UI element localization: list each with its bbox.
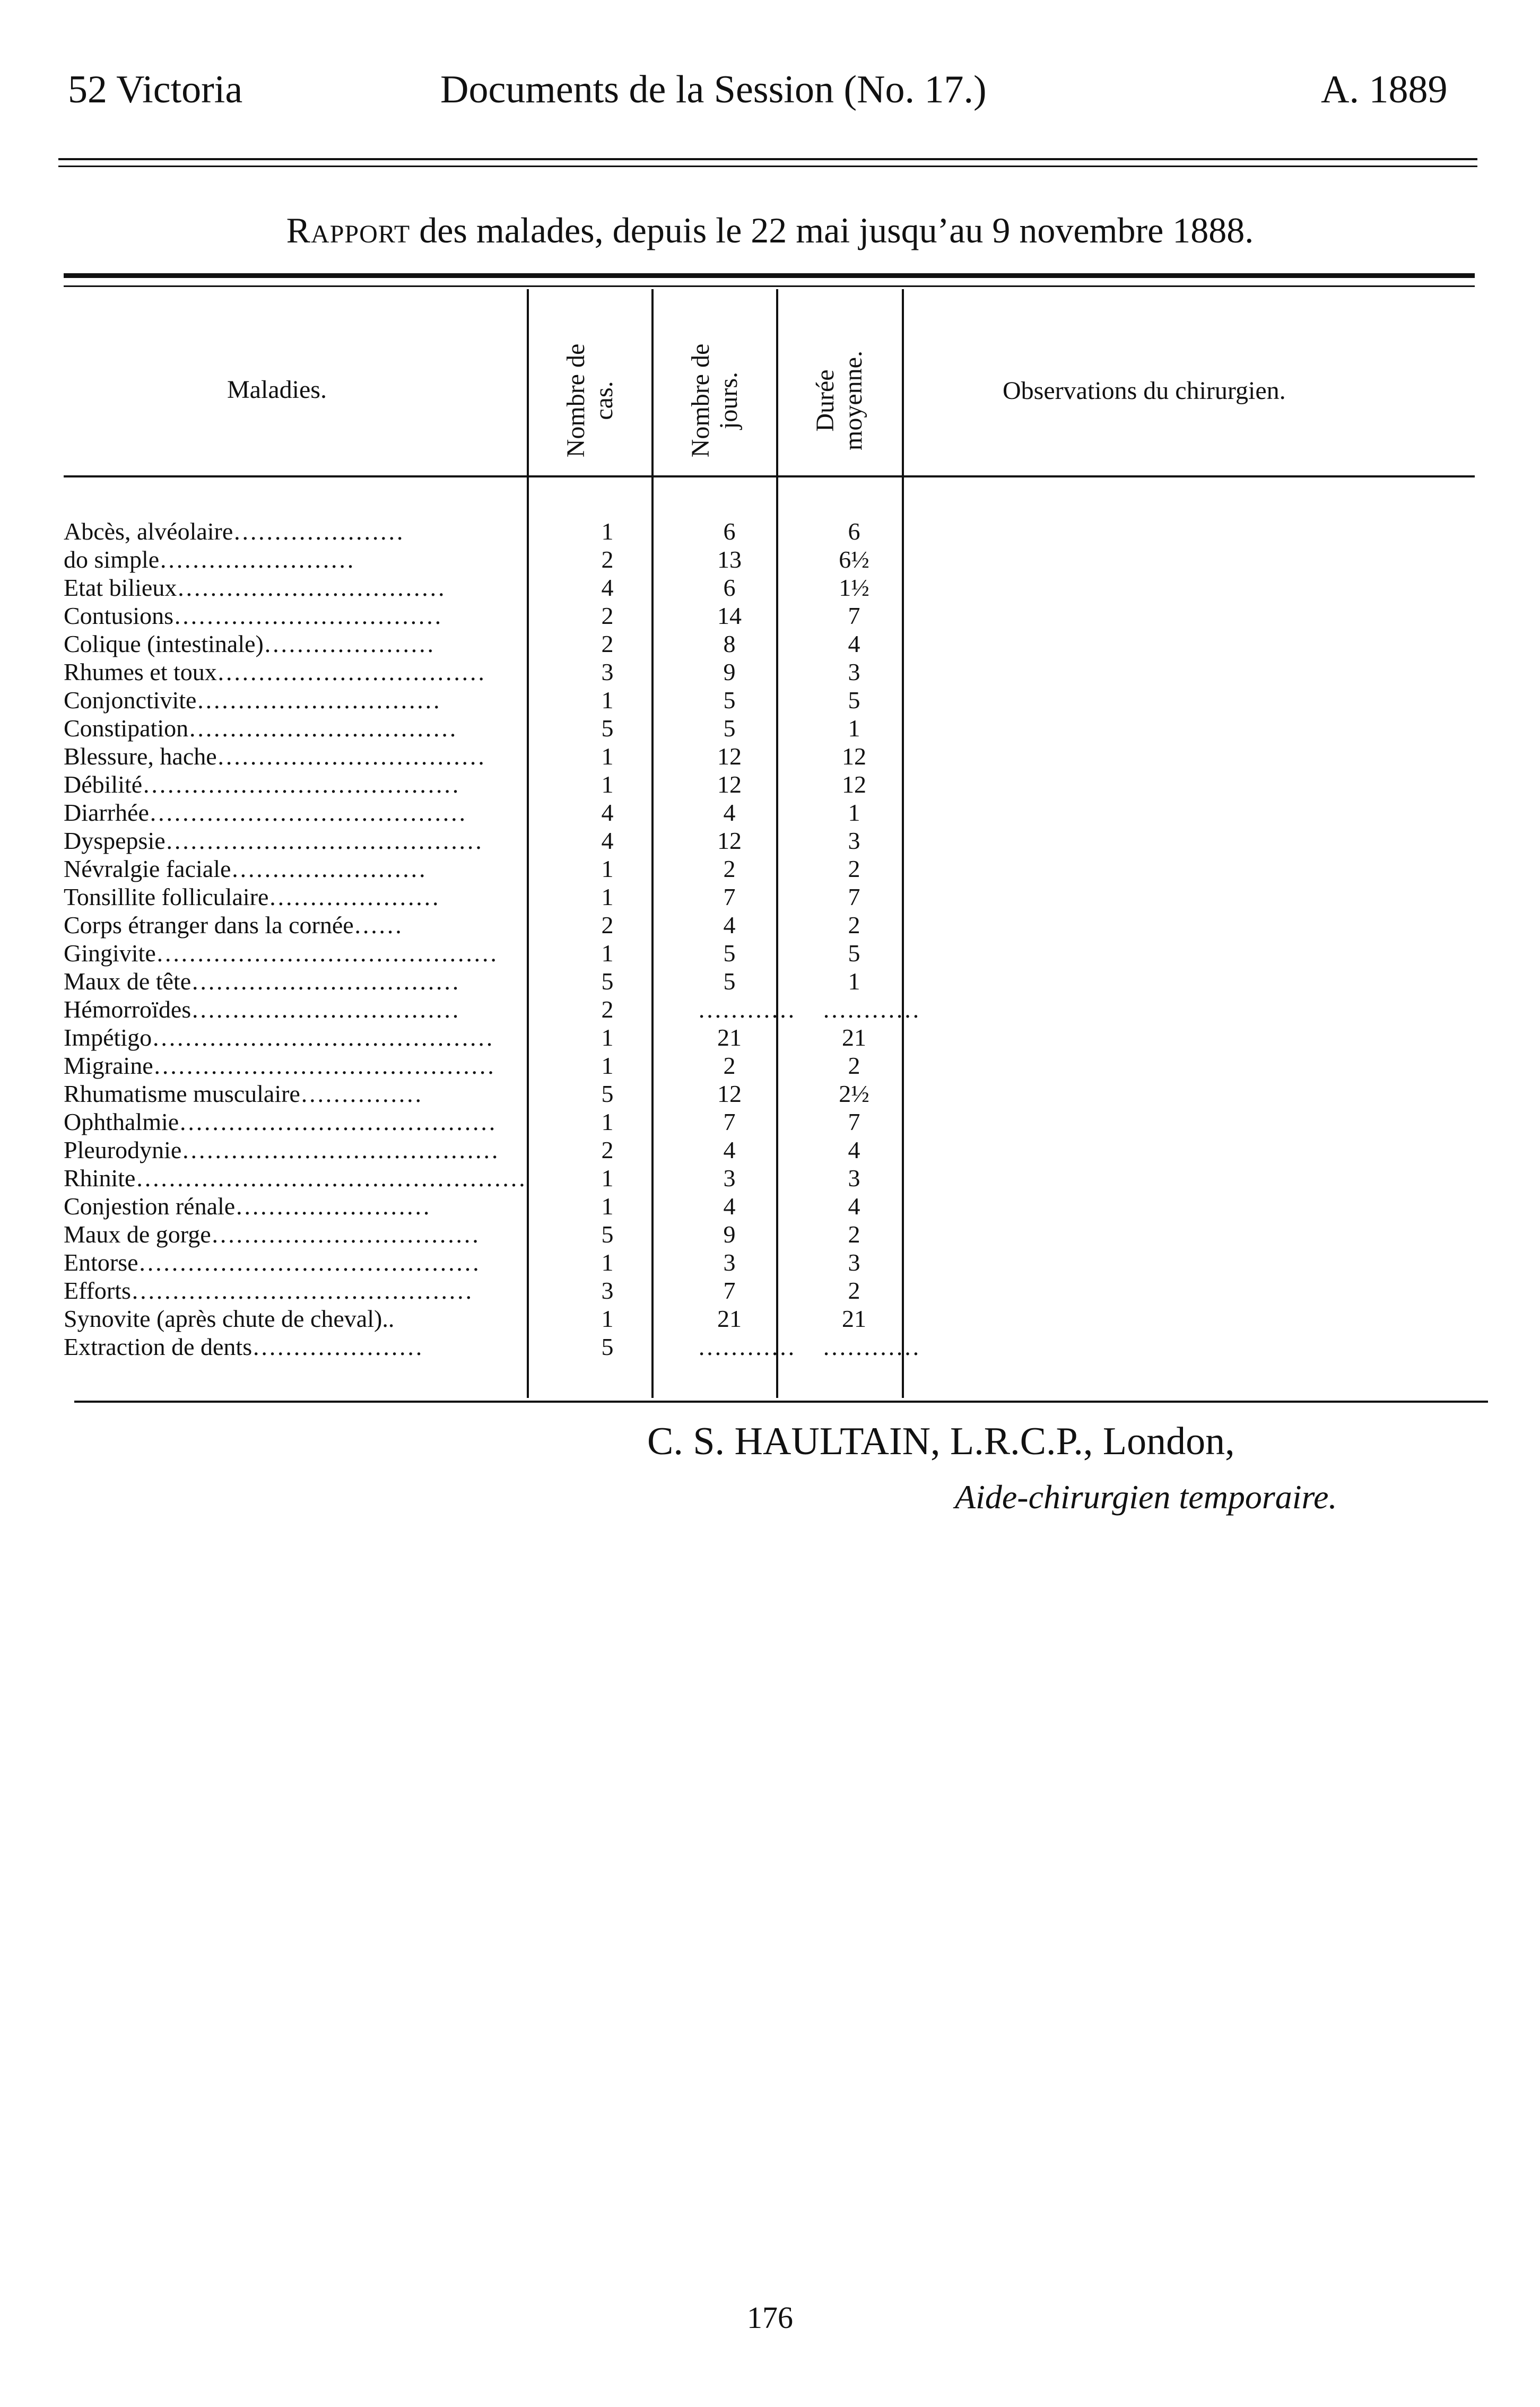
average-duration: 3	[848, 1249, 860, 1276]
disease-name: Rhinite…………………………………………	[64, 1165, 526, 1192]
average-duration: 6	[848, 518, 860, 545]
disease-name: Conjonctivite…………………………	[64, 687, 441, 714]
table-row	[64, 911, 912, 939]
cases-count: 1	[601, 855, 614, 882]
table-row	[64, 573, 912, 602]
disease-name: Dyspepsie…………………………………	[64, 827, 483, 854]
cases-count: 4	[601, 574, 614, 601]
average-duration: 12	[842, 743, 866, 770]
cases-count: 4	[601, 799, 614, 826]
column-header-cases	[562, 326, 621, 475]
days-count: 9	[723, 658, 736, 685]
disease-name: Extraction de dents…………………	[64, 1333, 423, 1360]
table-row	[64, 686, 912, 714]
table-row	[64, 1220, 912, 1248]
disease-name: Pleurodynie…………………………………	[64, 1136, 499, 1163]
days-count: 5	[723, 687, 736, 714]
disease-name: Efforts……………………………………	[64, 1277, 473, 1304]
table-top-rule-thick	[64, 273, 1475, 278]
disease-name: Gingivite……………………………………	[64, 940, 498, 967]
cases-count: 1	[601, 1108, 614, 1135]
cases-count: 5	[601, 1221, 614, 1248]
days-count: 3	[723, 1249, 736, 1276]
running-header-right: A. 1889	[1321, 68, 1448, 111]
disease-name: Maux de tête……………………………	[64, 968, 460, 995]
table-row	[64, 770, 912, 798]
days-count: 4	[723, 799, 736, 826]
cases-count: 1	[601, 1305, 614, 1332]
cases-count: 5	[601, 968, 614, 995]
column-header-days-line1: Nombre de	[686, 343, 715, 458]
disease-name: Tonsillite folliculaire…………………	[64, 883, 440, 910]
table-row	[64, 630, 912, 658]
table-row	[64, 967, 912, 995]
column-header-duration-line1: Durée	[811, 369, 839, 432]
cases-count: 3	[601, 1277, 614, 1304]
days-count: 7	[723, 883, 736, 910]
cases-count: 1	[601, 518, 614, 545]
table-top-rule-thin	[64, 285, 1475, 287]
days-count: 4	[723, 911, 736, 939]
disease-name: Etat bilieux……………………………	[64, 574, 446, 601]
days-count: 8	[723, 630, 736, 657]
disease-name: Rhumatisme musculaire……………	[64, 1080, 422, 1107]
days-count: 7	[723, 1108, 736, 1135]
column-header-disease: Maladies.	[227, 376, 327, 404]
days-count: 6	[723, 518, 736, 545]
header-rule-bottom	[58, 166, 1477, 167]
days-count: …………	[698, 1333, 795, 1360]
average-duration: 5	[848, 940, 860, 967]
table-row	[64, 658, 912, 686]
average-duration: 1	[848, 968, 860, 995]
cases-count: 1	[601, 687, 614, 714]
column-header-days	[687, 326, 745, 475]
disease-name: Synovite (après chute de cheval)..	[64, 1305, 395, 1332]
table-row	[64, 1108, 912, 1136]
column-header-days-line2: jours.	[714, 372, 743, 429]
cases-count: 2	[601, 630, 614, 657]
table-row	[64, 827, 912, 855]
cases-count: 2	[601, 996, 614, 1023]
disease-name: Maux de gorge……………………………	[64, 1221, 480, 1248]
days-count: 12	[717, 771, 742, 798]
disease-name: Colique (intestinale)…………………	[64, 630, 434, 657]
table-row	[64, 545, 912, 573]
cases-count: 5	[601, 1080, 614, 1107]
disease-name: do simple……………………	[64, 546, 355, 573]
days-count: 4	[723, 1193, 736, 1220]
days-count: 2	[723, 855, 736, 882]
days-count: 6	[723, 574, 736, 601]
days-count: 14	[717, 602, 742, 629]
running-header-center: Documents de la Session (No. 17.)	[440, 68, 987, 111]
disease-name: Corps étranger dans la cornée……	[64, 911, 403, 939]
disease-name: Rhumes et toux……………………………	[64, 658, 485, 685]
table-row	[64, 883, 912, 911]
cases-count: 1	[601, 883, 614, 910]
average-duration: 7	[848, 883, 860, 910]
table-row	[64, 1164, 912, 1192]
cases-count: 2	[601, 1136, 614, 1163]
column-header-cases-line2: cas.	[589, 381, 618, 420]
disease-name: Blessure, hache……………………………	[64, 743, 485, 770]
table-row	[64, 1248, 912, 1276]
report-title	[0, 212, 1540, 248]
cases-count: 1	[601, 1193, 614, 1220]
days-count: 5	[723, 940, 736, 967]
cases-count: 5	[601, 1333, 614, 1360]
table-row	[64, 1136, 912, 1164]
table-row	[64, 1080, 912, 1108]
days-count: 13	[717, 546, 742, 573]
cases-count: 1	[601, 771, 614, 798]
cases-count: 1	[601, 1052, 614, 1079]
average-duration: 5	[848, 687, 860, 714]
days-count: 7	[723, 1277, 736, 1304]
column-header-observations: Observations du chirurgien.	[1003, 377, 1286, 405]
average-duration: 1	[848, 799, 860, 826]
signature-name: C. S. HAULTAIN, L.R.C.P., London,	[647, 1420, 1235, 1463]
disease-name: Névralgie faciale……………………	[64, 855, 427, 882]
column-header-duration	[812, 326, 870, 475]
days-count: 5	[723, 968, 736, 995]
average-duration: 2	[848, 1052, 860, 1079]
table-row	[64, 995, 920, 1023]
disease-name: Constipation……………………………	[64, 715, 457, 742]
signature-title: Aide-chirurgien temporaire.	[955, 1478, 1337, 1516]
table-row	[64, 1052, 912, 1080]
average-duration: 3	[848, 1165, 860, 1192]
average-duration: 2	[848, 855, 860, 882]
column-header-cases-line1: Nombre de	[562, 343, 590, 458]
average-duration: 12	[842, 771, 866, 798]
table-row	[64, 855, 912, 883]
days-count: 12	[717, 1080, 742, 1107]
average-duration: 2	[848, 1277, 860, 1304]
disease-name: Hémorroïdes……………………………	[64, 996, 460, 1023]
page-number: 176	[747, 2300, 793, 2335]
running-header-left: 52 Victoria	[68, 68, 243, 111]
header-rule-top	[58, 158, 1477, 160]
average-duration: 4	[848, 1136, 860, 1163]
days-count: 12	[717, 827, 742, 854]
days-count: …………	[698, 996, 795, 1023]
days-count: 21	[717, 1024, 742, 1051]
disease-name: Entorse……………………………………	[64, 1249, 480, 1276]
table-row	[64, 1192, 912, 1220]
table-bottom-rule	[74, 1401, 1488, 1403]
average-duration: 2	[848, 1221, 860, 1248]
table-row	[64, 1276, 912, 1305]
days-count: 2	[723, 1052, 736, 1079]
cases-count: 1	[601, 940, 614, 967]
days-count: 3	[723, 1165, 736, 1192]
average-duration: 21	[842, 1024, 866, 1051]
table-row	[64, 1333, 920, 1361]
average-duration: 1½	[839, 574, 869, 601]
cases-count: 5	[601, 715, 614, 742]
report-title-smallcaps: Rapport	[286, 210, 411, 250]
average-duration: 7	[848, 1108, 860, 1135]
disease-name: Diarrhée…………………………………	[64, 799, 466, 826]
average-duration: 6½	[839, 546, 869, 573]
cases-count: 2	[601, 602, 614, 629]
table-header-rule	[64, 475, 1475, 477]
cases-count: 2	[601, 911, 614, 939]
disease-name: Contusions……………………………	[64, 602, 442, 629]
table-row	[64, 1023, 912, 1052]
days-count: 4	[723, 1136, 736, 1163]
table-row	[64, 939, 912, 967]
disease-name: Ophthalmie…………………………………	[64, 1108, 497, 1135]
table-row	[64, 517, 912, 545]
disease-name: Migraine……………………………………	[64, 1052, 495, 1079]
table-row	[64, 1305, 912, 1333]
table-row	[64, 742, 912, 770]
table-row	[64, 602, 912, 630]
report-title-rest: des malades, depuis le 22 mai jusqu’au 9 novembre 1888.	[410, 210, 1254, 250]
cases-count: 1	[601, 1165, 614, 1192]
cases-count: 1	[601, 743, 614, 770]
column-header-duration-line2: moyenne.	[839, 351, 867, 450]
average-duration: 21	[842, 1305, 866, 1332]
average-duration: 2	[848, 911, 860, 939]
disease-name: Débilité…………………………………	[64, 771, 460, 798]
table-row	[64, 798, 912, 827]
days-count: 9	[723, 1221, 736, 1248]
average-duration: 7	[848, 602, 860, 629]
disease-name: Impétigo……………………………………	[64, 1024, 494, 1051]
average-duration: 2½	[839, 1080, 869, 1107]
cases-count: 3	[601, 658, 614, 685]
average-duration: …………	[822, 996, 920, 1023]
cases-count: 4	[601, 827, 614, 854]
cases-count: 1	[601, 1249, 614, 1276]
disease-name: Abcès, alvéolaire…………………	[64, 518, 404, 545]
average-duration: 4	[848, 1193, 860, 1220]
days-count: 12	[717, 743, 742, 770]
average-duration: 1	[848, 715, 860, 742]
disease-name: Conjestion rénale……………………	[64, 1193, 431, 1220]
days-count: 5	[723, 715, 736, 742]
cases-count: 2	[601, 546, 614, 573]
average-duration: 4	[848, 630, 860, 657]
average-duration: 3	[848, 658, 860, 685]
table-row	[64, 714, 912, 742]
average-duration: 3	[848, 827, 860, 854]
days-count: 21	[717, 1305, 742, 1332]
average-duration: …………	[822, 1333, 920, 1360]
cases-count: 1	[601, 1024, 614, 1051]
